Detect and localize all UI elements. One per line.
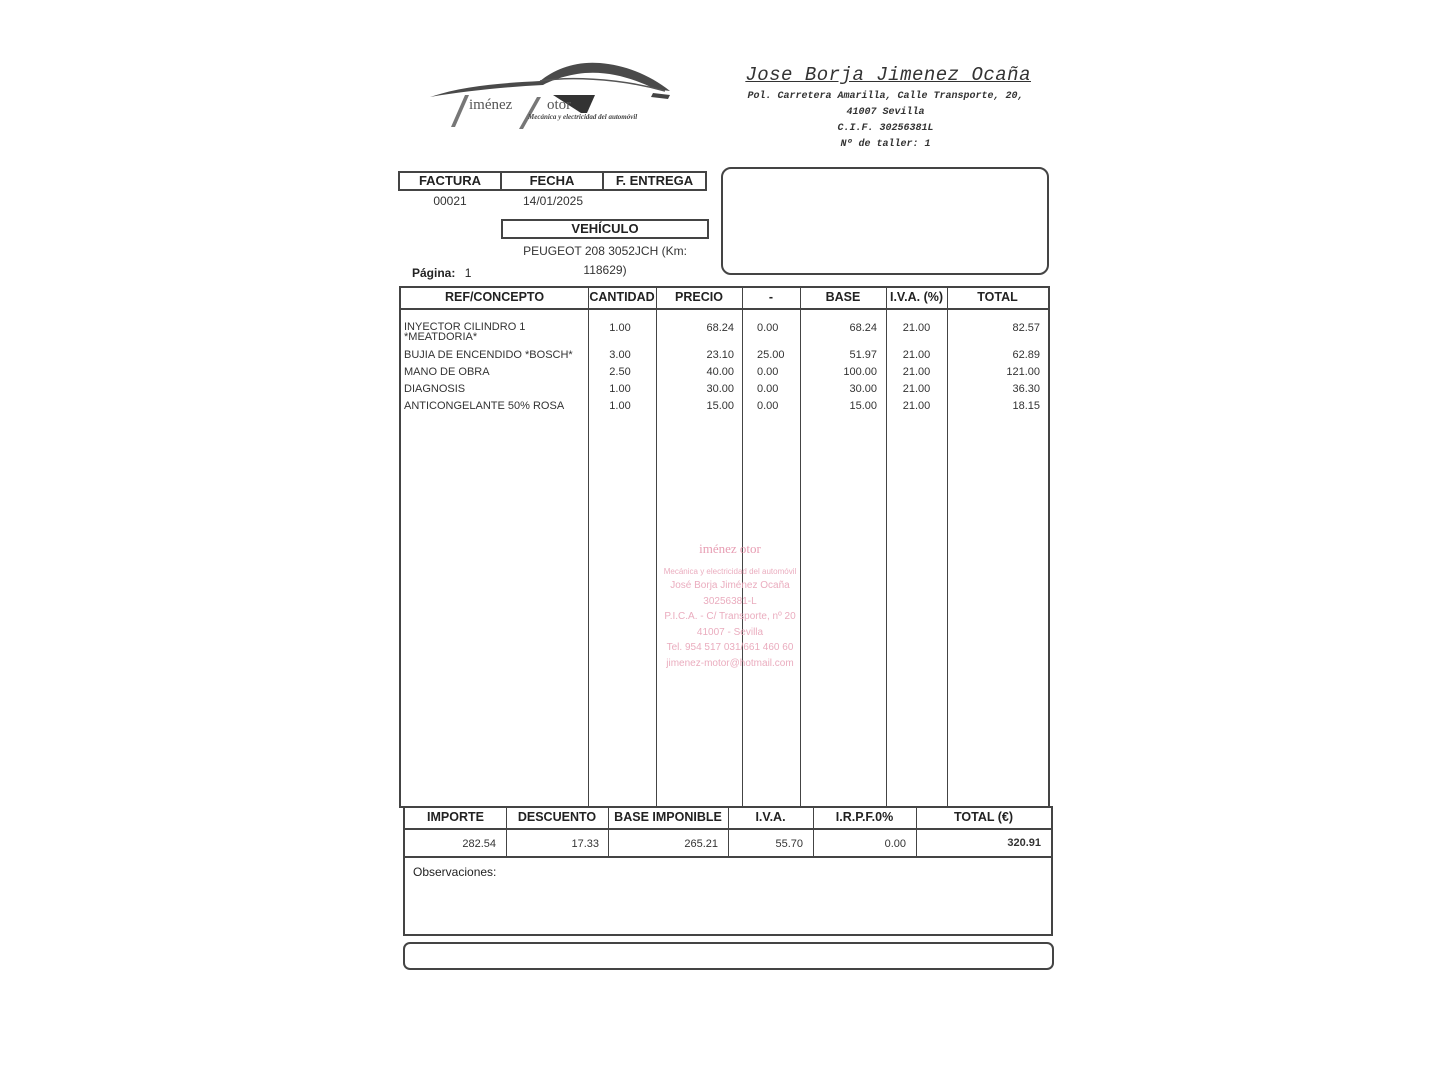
row-iva: 21.00 [902, 322, 931, 334]
stamp-line1: Mecánica y electricidad del automóvil [663, 567, 797, 576]
row-base: 51.97 [849, 349, 877, 361]
header-concepto: REF/CONCEPTO [444, 290, 545, 304]
car-silhouette-icon [425, 55, 680, 135]
row-concepto: BUJIA DE ENCENDIDO *BOSCH* [404, 349, 573, 361]
client-address-box [721, 167, 1049, 275]
row-precio: 68.24 [706, 322, 734, 334]
header-base: BASE [825, 290, 861, 304]
row-concepto: ANTICONGELANTE 50% ROSA [404, 400, 565, 412]
header-precio: PRECIO [675, 290, 723, 304]
row-descuento: 0.00 [757, 366, 779, 378]
row-cantidad: 2.50 [609, 366, 631, 378]
stamp-line2: José Borja Jiménez Ocaña [670, 580, 790, 591]
header-total: TOTAL [977, 290, 1018, 304]
company-workshop-number: Nº de taller: 1 [840, 139, 931, 150]
base-imponible-value: 265.21 [684, 838, 718, 850]
descuento-value: 17.33 [571, 838, 599, 850]
row-base: 15.00 [849, 400, 877, 412]
page-indicator [412, 266, 471, 280]
row-total: 121.00 [1006, 366, 1040, 378]
row-precio: 15.00 [706, 400, 734, 412]
stamp-line3: 30256381-L [703, 595, 757, 607]
stamp-line4: P.I.C.A. - C/ Transporte, nº 20 [664, 611, 796, 622]
factura-label: FACTURA [398, 171, 502, 191]
header-descuento: - [768, 290, 774, 304]
invoice-header-row [398, 171, 709, 191]
header-iva: I.V.A. (%) [889, 290, 944, 304]
fecha-label: FECHA [500, 171, 604, 191]
importe-label: IMPORTE [427, 810, 484, 824]
row-concepto: DIAGNOSIS [404, 383, 466, 395]
invoice-date: 14/01/2025 [522, 194, 584, 208]
stamp-logo: iménez otor [699, 541, 761, 556]
row-precio: 40.00 [706, 366, 734, 378]
vehicle-line2: 118629) [583, 263, 627, 277]
row-precio: 30.00 [706, 383, 734, 395]
row-base: 100.00 [843, 366, 877, 378]
row-cantidad: 1.00 [609, 383, 631, 395]
company-logo [425, 55, 680, 135]
irpf-label: I.R.P.F.0% [835, 810, 894, 824]
pagina-value: 1 [464, 266, 472, 280]
entrega-label: F. ENTREGA [602, 171, 707, 191]
stamp-line7: jimenez-motor@hotmail.com [666, 657, 794, 669]
descuento-label: DESCUENTO [517, 810, 597, 824]
logo-tagline: Mecánica y electricidad del automóvil [528, 113, 638, 121]
row-iva: 21.00 [902, 366, 931, 378]
row-concepto [404, 322, 586, 342]
observations-box [403, 856, 1053, 936]
company-address-line1: Pol. Carretera Amarilla, Calle Transporte, 20, [747, 91, 1024, 102]
factura-number: 00021 [433, 194, 467, 208]
concepto-line1: INYECTOR CILINDRO 1 [404, 321, 526, 333]
vehicle-info [501, 242, 709, 280]
row-total: 82.57 [1012, 322, 1040, 334]
importe-value: 282.54 [462, 838, 496, 850]
row-descuento: 0.00 [757, 322, 779, 334]
vehicle-line1: PEUGEOT 208 3052JCH (Km: [523, 244, 687, 258]
observaciones-label: Observaciones: [413, 865, 497, 879]
company-name: Jose Borja Jimenez Ocaña [745, 64, 1031, 86]
row-cantidad: 1.00 [609, 322, 631, 334]
header-cantidad: CANTIDAD [589, 290, 655, 304]
row-cantidad: 3.00 [609, 349, 631, 361]
row-precio: 23.10 [706, 349, 734, 361]
company-info [728, 64, 1043, 150]
iva-label: I.V.A. [755, 810, 786, 824]
vehiculo-label: VEHÍCULO [501, 219, 709, 239]
iva-value: 55.70 [775, 838, 803, 850]
row-descuento: 25.00 [757, 349, 785, 361]
row-cantidad: 1.00 [609, 400, 631, 412]
concepto-line2: *MEATDORIA* [404, 331, 478, 343]
row-iva: 21.00 [902, 383, 931, 395]
logo-word-motor: otor [547, 97, 572, 113]
row-total: 62.89 [1012, 349, 1040, 361]
irpf-value: 0.00 [884, 838, 906, 850]
company-stamp [652, 532, 808, 671]
footer-box [403, 942, 1054, 970]
row-concepto: MANO DE OBRA [404, 366, 490, 378]
company-cif: C.I.F. 30256381L [837, 123, 934, 134]
total-label: TOTAL (€) [953, 810, 1014, 824]
pagina-label: Página: [412, 266, 456, 280]
total-value: 320.91 [1007, 837, 1041, 849]
row-total: 36.30 [1012, 383, 1040, 395]
row-base: 30.00 [849, 383, 877, 395]
header-divider [401, 308, 1048, 310]
stamp-line5: 41007 - Sevilla [696, 626, 764, 638]
company-address-line2: 41007 Sevilla [846, 107, 925, 118]
totals-table [403, 806, 1053, 858]
row-descuento: 0.00 [757, 400, 779, 412]
row-descuento: 0.00 [757, 383, 779, 395]
row-iva: 21.00 [902, 400, 931, 412]
logo-word-jimenez: iménez [469, 97, 513, 113]
base-imponible-label: BASE IMPONIBLE [614, 810, 722, 824]
row-base: 68.24 [849, 322, 877, 334]
row-iva: 21.00 [902, 349, 931, 361]
stamp-line6: Tel. 954 517 031/661 460 60 [666, 642, 794, 653]
row-total: 18.15 [1012, 400, 1040, 412]
